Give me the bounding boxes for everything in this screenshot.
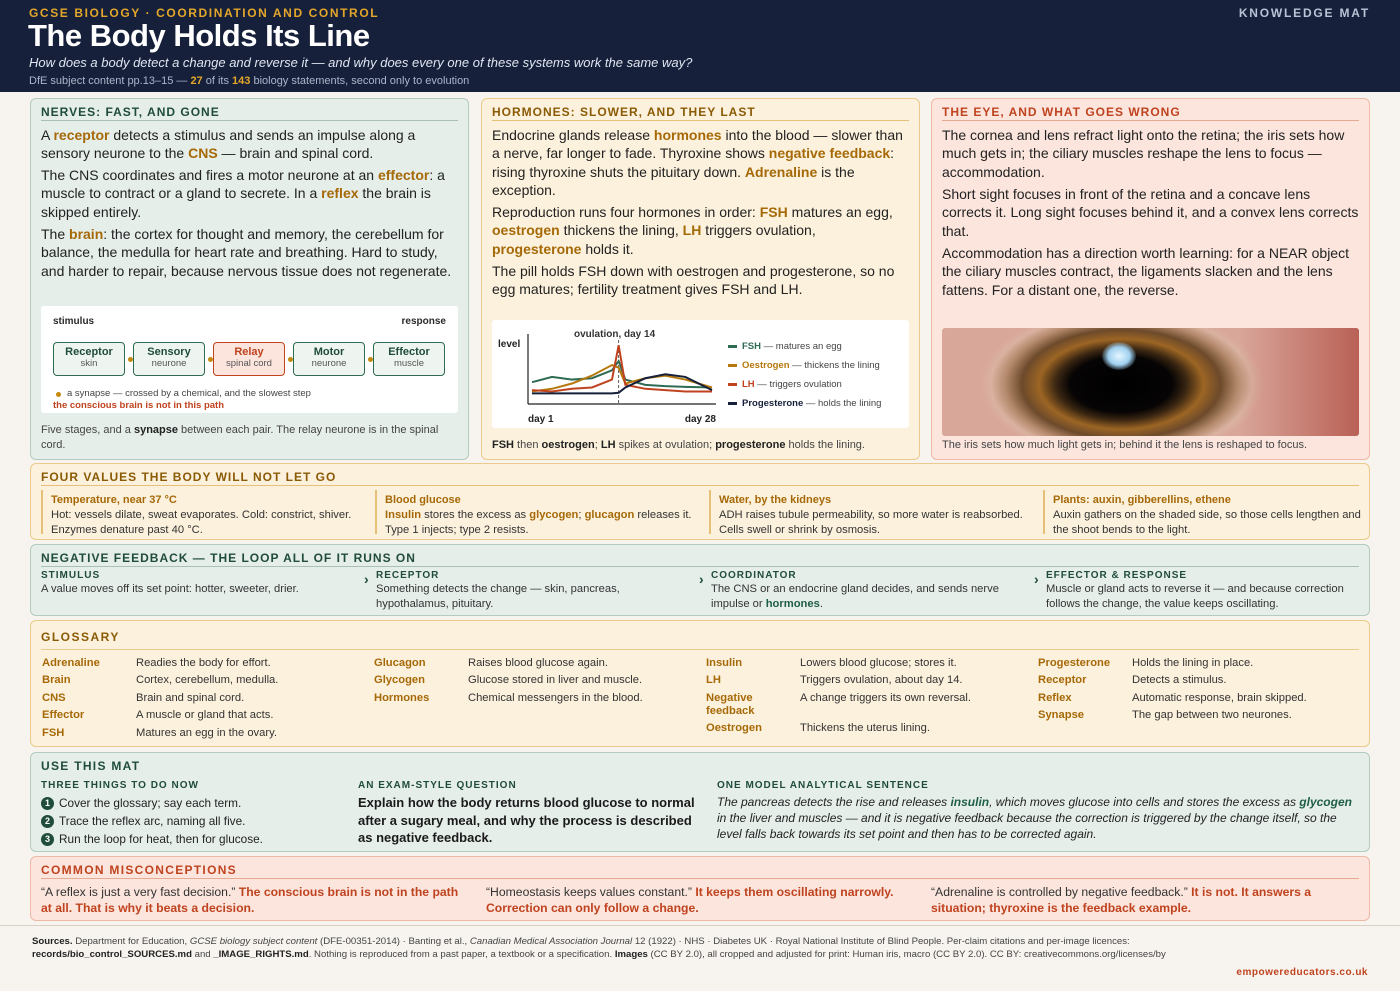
legend-swatch (728, 383, 737, 386)
nerves-para-3: The brain: the cortex for thought and memory, the cerebellum for balance, the medulla for heart rate and breathing. Hard to study, and harder to repair, because nervous tissue does not regenerate. (41, 226, 452, 279)
todo-item: 1 Cover the glossary; say each term. (41, 794, 341, 812)
legend-entry: LH — triggers ovulation (742, 379, 842, 390)
panel-title: COMMON MISCONCEPTIONS (41, 863, 237, 877)
todo-item: 3 Run the loop for heat, then for glucose. (41, 830, 341, 848)
glossary-term: Receptor (1038, 674, 1087, 687)
synapse-key-dot (56, 392, 61, 397)
glossary-panel (30, 620, 1370, 747)
legend-swatch (728, 402, 737, 405)
glossary-definition: Cortex, cerebellum, medulla. (136, 674, 279, 687)
loop-coordinator: COORDINATOR The CNS or an endocrine gland decides, and sends nerve impulse or hormones. (711, 570, 999, 610)
glossary-definition: Chemical messengers in the blood. (468, 691, 643, 704)
y-axis-label: level (498, 339, 521, 350)
misconception-3: “Adrenaline is controlled by negative feedback.” It is not. It answers a situation; thyroxine is the feedback example. (931, 885, 1312, 915)
panel-title: NEGATIVE FEEDBACK — THE LOOP ALL OF IT RUNS ON (41, 551, 416, 565)
loop-arrow-icon: › (699, 571, 704, 587)
misconceptions-panel (30, 856, 1370, 921)
glossary-term: Effector (42, 709, 85, 722)
hormones-para-3: The pill holds FSH down with oestrogen and progesterone, so no egg matures; fertility treatment gives FSH and LH. (492, 263, 895, 298)
panel-title: GLOSSARY (41, 630, 120, 644)
glossary-definition: Glucose stored in liver and muscle. (468, 674, 643, 687)
legend-entry: Progesterone — holds the lining (742, 398, 882, 409)
subject-kicker: GCSE BIOLOGY · COORDINATION AND CONTROL (29, 6, 380, 20)
stage-receptor: Receptor skin (53, 342, 125, 376)
value-glucose: Blood glucose Insulin stores the excess as glycogen; glucagon releases it. Type 1 injects; type 2 resists. (385, 494, 692, 536)
response-label: response (401, 316, 446, 327)
glossary-term: Hormones (374, 691, 430, 704)
hormones-para-1: Endocrine glands release hormones into the blood — slower than a nerve, far longer to fade. Thyroxine shows negative feedback: rising thyroxine shuts the pituitary down. Adrenaline is the exception. (492, 127, 903, 199)
glossary-column (1038, 657, 1358, 743)
misconception-2: “Homeostasis keeps values constant.” It keeps them oscillating narrowly. Correction can only follow a change. (486, 885, 894, 915)
stimulus-label: stimulus (53, 316, 95, 327)
reflex-arc-diagram (41, 306, 458, 413)
values-panel (30, 463, 1370, 540)
glossary-column (706, 657, 1026, 743)
legend-swatch (728, 345, 737, 348)
sources-footer: Sources. Department for Education, GCSE biology subject content (DFE-00351-2014) · Banting et al., Canadian Medical Association Journal 12 (1922) · NHS · Diabetes UK · Royal National Institute of Blind People. Per-claim citations and per-image licences: records/bio_control_SOURCES.md and _IMAGE_RIGHTS.md. Nothing is reproduced from a past paper, a textbook or a specification. Images (CC BY 2.0), all cropped and adjusted for print: Human iris, macro (CC BY 2.0). CC BY: creativecommons.org/licenses/by (32, 936, 1166, 960)
loop-stimulus: STIMULUS A value moves off its set point: hotter, sweeter, drier. (41, 570, 299, 595)
stage-sensory: Sensory neurone (133, 342, 205, 376)
stage-relay: Relay spinal cord (213, 342, 285, 376)
glossary-term: Reflex (1038, 691, 1072, 704)
glossary-term: Adrenaline (42, 657, 100, 669)
stage-motor: Motor neurone (293, 342, 365, 376)
glossary-definition: Holds the lining in place. (1132, 657, 1254, 669)
legend-entry: FSH — matures an egg (742, 341, 842, 352)
legend-swatch (728, 364, 737, 367)
loop-arrow-icon: › (364, 571, 369, 587)
glossary-column (42, 657, 362, 743)
glossary-term: Glycogen (374, 674, 425, 687)
glossary-column (374, 657, 694, 743)
glossary-term: Insulin (706, 657, 743, 669)
iris-photo (942, 328, 1359, 436)
hormones-para-2: Reproduction runs four hormones in order: FSH matures an egg, oestrogen thickens the lining, LH triggers ovulation, progesterone holds it. (492, 204, 893, 257)
glossary-definition: A change triggers its own reversal. (800, 691, 972, 704)
glossary-definition: Lowers blood glucose; stores it. (800, 657, 957, 669)
glossary-term: CNS (42, 691, 66, 704)
glossary-term: Negative feedback (706, 691, 755, 717)
panel-title: HORMONES: SLOWER, AND THEY LAST (492, 105, 756, 119)
glossary-definition: Detects a stimulus. (1132, 674, 1227, 687)
model-sentence: ONE MODEL ANALYTICAL SENTENCE The pancreas detects the rise and releases insulin, which moves glucose into cells and stores the excess as glycogen in the liver and muscles — and it is negative feedback because the correction is triggered by the change itself, so the level falls back towards its set point and then has to be corrected again. (717, 780, 1352, 842)
cycle-chart-svg (492, 320, 909, 428)
brain-note: the conscious brain is not in this path (53, 400, 225, 411)
glossary-definition: Brain and spinal cord. (136, 691, 245, 704)
glossary-term: Glucagon (374, 657, 426, 669)
nerves-panel (30, 98, 469, 460)
synapse-note: a synapse — crossed by a chemical, and the slowest step (67, 388, 311, 399)
exam-question: AN EXAM-STYLE QUESTION Explain how the body returns blood glucose to normal after a sugary meal, and why the process is described as negative feedback. (358, 780, 695, 845)
eye-para-1: The cornea and lens refract light onto the retina; the iris sets how much gets in; the ciliary muscles reshape the lens to focus — accommodation. (942, 127, 1345, 180)
nerves-para-2: The CNS coordinates and fires a motor neurone at an effector: a muscle to contract or a gland to secrete. In a reflex the brain is skipped entirely. (41, 167, 445, 220)
mat-label: KNOWLEDGE MAT (1238, 6, 1370, 20)
glossary-definition: Readies the body for effort. (136, 657, 271, 669)
hormones-panel (481, 98, 920, 460)
series-line-lh (532, 345, 712, 391)
page-title: The Body Holds Its Line (28, 18, 370, 53)
panel-title: USE THIS MAT (41, 759, 141, 773)
page-subtitle: How does a body detect a change and reverse it — and why does every one of these systems work the same way? (29, 55, 693, 70)
loop-effector: EFFECTOR & RESPONSE Muscle or gland acts to reverse it — and because correction follows the change, the value keeps oscillating. (1046, 570, 1344, 610)
ovulation-annotation: ovulation, day 14 (574, 329, 656, 340)
panel-title: FOUR VALUES THE BODY WILL NOT LET GO (41, 470, 337, 484)
feedback-panel (30, 544, 1370, 616)
glossary-term: Oestrogen (706, 721, 762, 734)
loop-receptor: RECEPTOR Something detects the change — skin, pancreas, hypothalamus, pituitary. (376, 570, 620, 610)
loop-arrow-icon: › (1034, 571, 1039, 587)
glossary-term: LH (706, 674, 721, 687)
glossary-definition: A muscle or gland that acts. (136, 709, 274, 722)
content-meta: DfE subject content pp.13–15 — 27 of its 143 biology statements, second only to evolution (29, 75, 470, 87)
todo-list: THREE THINGS TO DO NOW 1 Cover the glossary; say each term. 2 Trace the reflex arc, naming all five. 3 Run the loop for heat, then for glucose. (41, 780, 341, 848)
glossary-definition: Triggers ovulation, about day 14. (800, 674, 963, 687)
value-plants: Plants: auxin, gibberellins, ethene Auxin gathers on the shaded side, so those cells lengthen and the shoot bends to the light. (1053, 494, 1361, 536)
cycle-chart (492, 320, 909, 428)
nerves-caption: Five stages, and a synapse between each pair. The relay neurone is in the spinal cord. (41, 424, 439, 451)
hormones-caption: FSH then oestrogen; LH spikes at ovulation; progesterone holds the lining. (492, 439, 865, 451)
eye-panel (931, 98, 1370, 460)
site-link[interactable]: empowereducators.co.uk (1236, 967, 1368, 978)
x-tick-start: day 1 (528, 414, 554, 425)
use-panel (30, 752, 1370, 852)
misconception-1: “A reflex is just a very fast decision.” The conscious brain is not in the path at all. That is why it beats a decision. (41, 885, 459, 915)
glossary-definition: Automatic response, brain skipped. (1132, 691, 1307, 704)
glossary-term: Brain (42, 674, 71, 687)
eye-para-3: Accommodation has a direction worth learning: for a NEAR object the ciliary muscles contract, the ligaments slacken and the lens fattens. For a distant one, the reverse. (942, 245, 1349, 298)
iris-reflection (1102, 342, 1136, 370)
glossary-term: Synapse (1038, 709, 1085, 722)
glossary-definition: Raises blood glucose again. (468, 657, 608, 669)
eye-caption: The iris sets how much light gets in; behind it the lens is reshaped to focus. (942, 439, 1308, 451)
x-tick-end: day 28 (684, 414, 716, 425)
panel-title: NERVES: FAST, AND GONE (41, 105, 220, 119)
value-water: Water, by the kidneys ADH raises tubule permeability, so more water is reabsorbed. Cells swell or shrink by osmosis. (719, 494, 1023, 536)
glossary-definition: Thickens the uterus lining. (800, 721, 930, 734)
eye-para-2: Short sight focuses in front of the retina and a concave lens corrects it. Long sight focuses behind it, and a convex lens corrects that. (942, 186, 1359, 239)
todo-item: 2 Trace the reflex arc, naming all five. (41, 812, 341, 830)
panel-title: THE EYE, AND WHAT GOES WRONG (942, 105, 1181, 119)
glossary-term: Progesterone (1038, 657, 1111, 669)
page-header (0, 0, 1400, 92)
stage-effector: Effector muscle (373, 342, 445, 376)
glossary-definition: Matures an egg in the ovary. (136, 726, 277, 739)
legend-entry: Oestrogen — thickens the lining (742, 360, 880, 371)
glossary-term: FSH (42, 726, 65, 739)
glossary-definition: The gap between two neurones. (1132, 709, 1292, 722)
value-temperature: Temperature, near 37 °C Hot: vessels dilate, sweat evaporates. Cold: constrict, shiver. Enzymes denature past 40 °C. (51, 494, 352, 536)
nerves-para-1: A receptor detects a stimulus and sends an impulse along a sensory neurone to the CNS — brain and spinal cord. (41, 127, 416, 162)
